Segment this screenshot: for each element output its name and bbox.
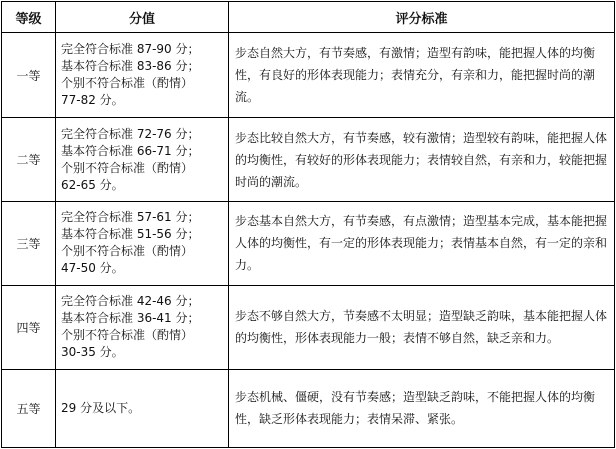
grade-cell: 四等 — [2, 285, 56, 369]
score-cell — [56, 202, 229, 285]
score-cell — [56, 369, 229, 447]
score-line: 个别不符合标准（酌情） — [61, 160, 194, 175]
header-row — [2, 2, 615, 33]
grade-cell: 五等 — [2, 369, 56, 447]
score-cell — [56, 118, 229, 202]
header-criteria: 评分标准 — [229, 2, 615, 33]
score-line: 个别不符合标准（酌情） — [61, 76, 194, 91]
score-line: 77-82 分。 — [61, 93, 124, 108]
table-row — [2, 33, 615, 118]
score-line: 完全符合标准 87-90 分； — [61, 42, 200, 57]
table-row — [2, 118, 615, 202]
score-line: 完全符合标准 72-76 分； — [61, 126, 200, 141]
criteria-cell: 步态自然大方，有节奏感，有激情；造型有韵味，能把握人体的均衡性，有良好的形体表现能力；表情充分，有亲和力，能把握时尚的潮流。 — [229, 33, 615, 118]
grade-cell: 三等 — [2, 202, 56, 285]
criteria-cell: 步态比较自然大方，有节奏感，较有激情；造型较有韵味，能把握人体的均衡性，有较好的形体表现能力；表情较自然，有亲和力，较能把握时尚的潮流。 — [229, 118, 615, 202]
scoring-table — [1, 1, 615, 448]
criteria-cell: 步态不够自然大方，节奏感不太明显；造型缺乏韵味，基本能把握人体的均衡性，形体表现能力一般；表情不够自然，缺乏亲和力。 — [229, 285, 615, 369]
score-line: 基本符合标准 83-86 分； — [61, 59, 200, 74]
score-line: 个别不符合标准（酌情） — [61, 328, 194, 343]
grade-cell: 一等 — [2, 33, 56, 118]
grade-cell: 二等 — [2, 118, 56, 202]
score-line: 62-65 分。 — [61, 177, 124, 192]
score-line: 基本符合标准 36-41 分； — [61, 311, 200, 326]
score-line: 47-50 分。 — [61, 261, 124, 276]
score-cell — [56, 285, 229, 369]
table-row — [2, 369, 615, 447]
score-line: 完全符合标准 42-46 分； — [61, 294, 200, 309]
score-cell — [56, 33, 229, 118]
criteria-cell: 步态机械、僵硬，没有节奏感；造型缺乏韵味，不能把握人体的均衡性，缺乏形体表现能力；表情呆滞、紧张。 — [229, 369, 615, 447]
table-row — [2, 285, 615, 369]
table-row — [2, 202, 615, 285]
score-line: 基本符合标准 66-71 分； — [61, 143, 200, 158]
header-grade: 等级 — [2, 2, 56, 33]
score-line: 完全符合标准 57-61 分； — [61, 210, 200, 225]
score-line: 30-35 分。 — [61, 345, 124, 360]
criteria-cell: 步态基本自然大方，有节奏感，有点激情；造型基本完成，基本能把握人体的均衡性，有一定的形体表现能力；表情基本自然，有一定的亲和力。 — [229, 202, 615, 285]
header-score: 分值 — [56, 2, 229, 33]
score-line: 基本符合标准 51-56 分； — [61, 227, 200, 242]
score-line: 29 分及以下。 — [61, 400, 141, 415]
score-line: 个别不符合标准（酌情） — [61, 244, 194, 259]
